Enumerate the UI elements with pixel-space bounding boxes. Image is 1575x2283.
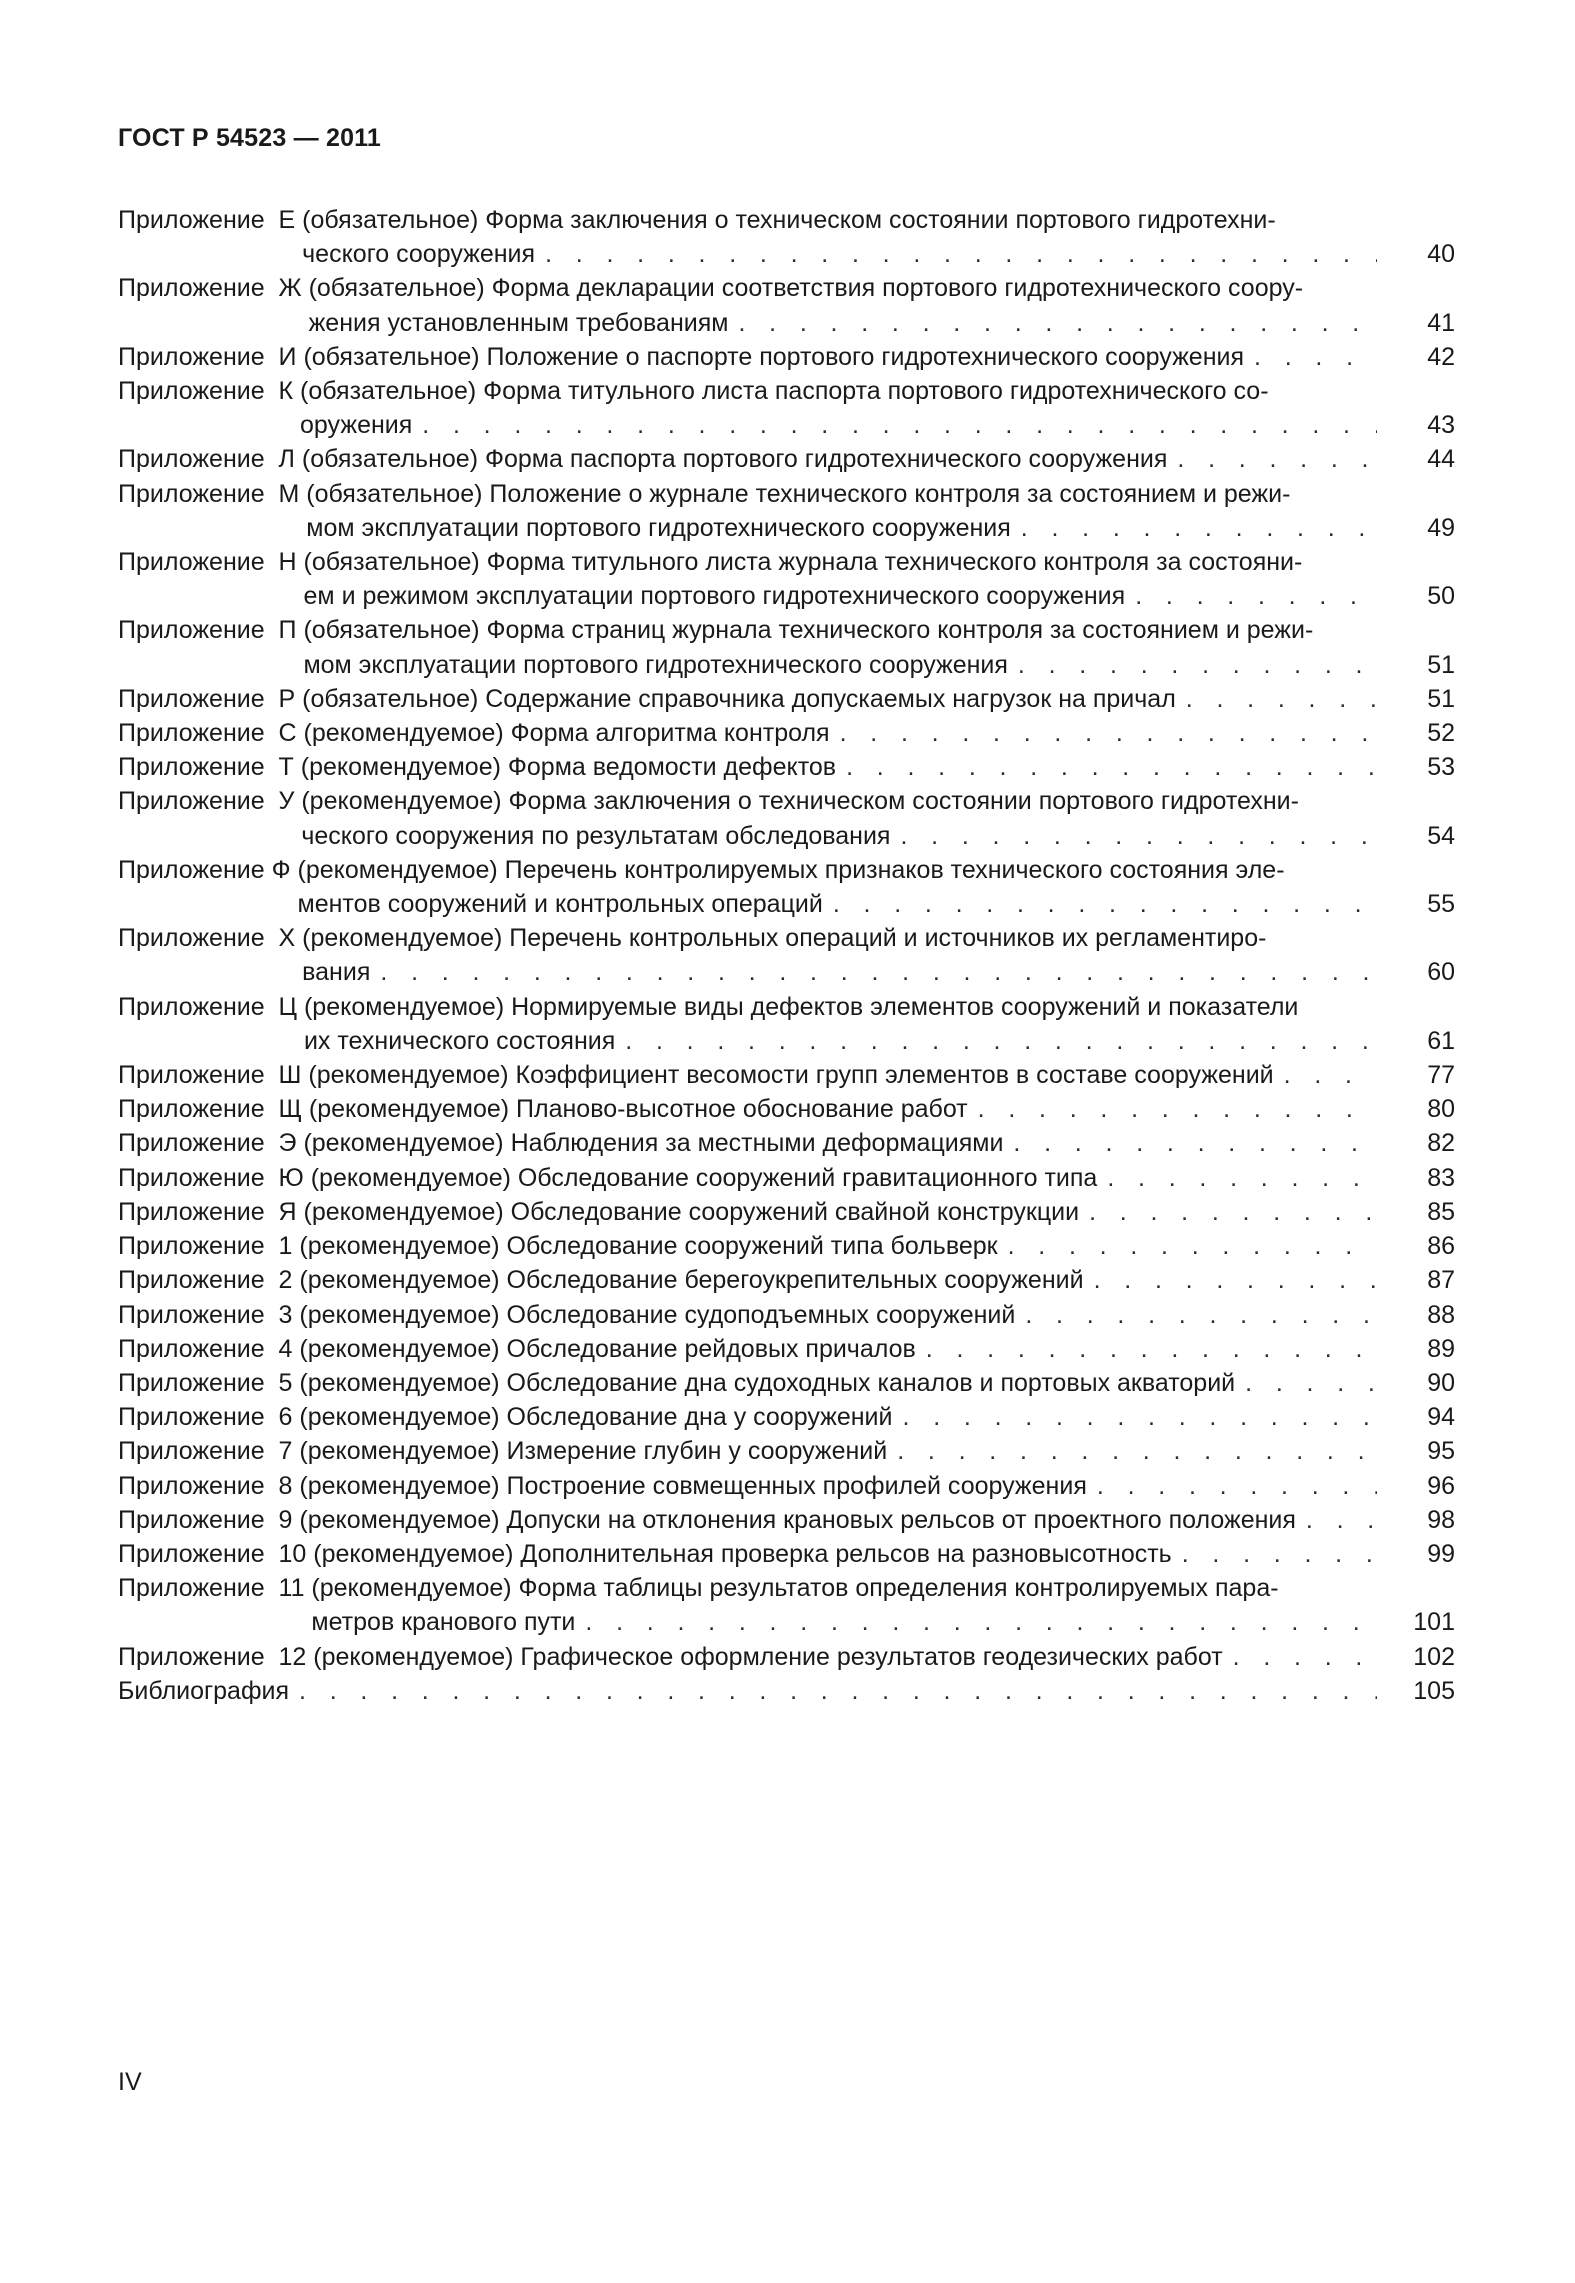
toc-entry-line [298,853,1455,887]
toc-entry-line [298,887,1455,921]
toc-entry-title: (обязательное) Содержание справочника допускаемых нагрузок на причал [302,684,1176,713]
toc-entry-title: жения установленным требованиям [308,308,729,337]
dot-leader [1176,682,1377,716]
toc-entry-page: 102 [1413,1642,1455,1671]
toc-entry-prefix: Приложение 6 [118,1403,300,1432]
toc-entry-line [302,955,1455,989]
toc-entry-title: (рекомендуемое) Обследование дна у сооружений [299,1403,893,1432]
toc-entry-prefix: Приложение 3 [118,1300,300,1329]
dot-leader [1003,1126,1377,1160]
toc-entry [118,853,1455,921]
toc-entry-title: метров кранового пути [311,1608,576,1637]
toc-entry-line [299,1229,1455,1263]
toc-entry-prefix: Приложение Э [118,1129,304,1158]
toc-entry-page: 41 [1427,308,1455,337]
toc-entry-title: (рекомендуемое) Форма таблицы результатов определения контролируемых пара- [311,1574,1279,1603]
toc-entry-line [301,750,1455,784]
dot-leader [887,1434,1377,1468]
toc-entry [118,545,1455,613]
toc-entry-prefix: Приложение 2 [118,1266,300,1295]
toc-entry-title: ческого сооружения [302,240,536,269]
toc-entry-prefix: Приложение 11 [118,1574,312,1603]
toc-entry-body [308,1058,1455,1092]
toc-entry [118,1298,1455,1332]
toc-entry-prefix: Приложение 5 [118,1368,300,1397]
dot-leader [535,237,1377,271]
dot-leader [1125,579,1377,613]
toc-entry [118,1229,1455,1263]
toc-entry-title: (рекомендуемое) Обследование берегоукрепительных сооружений [299,1266,1084,1295]
table-of-contents [118,203,1455,1708]
toc-entry-prefix: Приложение Ш [118,1061,309,1090]
toc-entry-line [118,1674,1455,1708]
dot-leader [1244,340,1377,374]
toc-entry-line [313,1537,1455,1571]
toc-entry-title: (рекомендуемое) Форма алгоритма контроля [303,719,830,748]
toc-entry-prefix: Приложение М [118,479,307,508]
toc-entry-body [309,1092,1455,1126]
toc-entry-body [301,784,1455,852]
toc-entry-line [308,1058,1455,1092]
toc-entry-title: (обязательное) Форма паспорта портового гидротехнического сооружения [301,445,1168,474]
dot-leader [1172,1537,1377,1571]
toc-entry-line [299,1434,1455,1468]
toc-entry-page: 96 [1427,1471,1455,1500]
toc-entry-body [303,613,1455,681]
dot-leader [1008,648,1377,682]
toc-entry-body [311,1571,1455,1639]
toc-entry-line [304,716,1455,750]
toc-entry-title: ем и режимом эксплуатации портового гидротехнического сооружения [303,582,1126,611]
toc-entry-body [299,1298,1455,1332]
toc-entry-page: 42 [1427,342,1455,371]
toc-entry-line [299,1469,1455,1503]
toc-entry-body [303,340,1455,374]
toc-entry-line [299,1263,1455,1297]
toc-entry-line [309,1092,1455,1126]
toc-entry-prefix: Приложение Ц [118,992,304,1021]
toc-entry-line [300,408,1455,442]
toc-entry-line [304,545,1455,579]
toc-entry [118,1571,1455,1639]
toc-entry-page: 55 [1427,890,1455,919]
toc-entry [118,1161,1455,1195]
dot-leader [370,955,1377,989]
toc-entry-body [299,1434,1455,1468]
toc-entry-prefix: Приложение Ф [118,855,298,884]
toc-entry-body [299,1332,1455,1366]
toc-entry-title: ческого сооружения по результатам обследования [301,821,891,850]
toc-entry-body [299,1400,1455,1434]
toc-entry-title: (рекомендуемое) Перечень контролируемых признаков технического состояния эле- [297,855,1285,884]
toc-entry-line [302,921,1455,955]
toc-entry-title: (обязательное) Форма титульного листа паспорта портового гидротехнического со- [300,377,1269,406]
toc-entry-title: (рекомендуемое) Обследование дна судоходных каналов и портовых акваторий [299,1368,1236,1397]
toc-entry-title: (рекомендуемое) Коэффициент весомости групп элементов в составе сооружений [308,1061,1274,1090]
toc-entry-line [311,1605,1455,1639]
dot-leader [916,1332,1377,1366]
toc-entry-line [304,990,1455,1024]
toc-entry-page: 99 [1427,1539,1455,1568]
toc-entry-body [306,477,1455,545]
toc-entry-line [300,374,1455,408]
toc-entry [118,1469,1455,1503]
toc-entry-page: 82 [1427,1129,1455,1158]
toc-entry-page: 44 [1427,445,1455,474]
toc-entry-page: 53 [1427,753,1455,782]
toc-entry-title: (рекомендуемое) Перечень контрольных операций и источников их регламентиро- [302,924,1267,953]
toc-entry-title: (рекомендуемое) Обследование рейдовых причалов [299,1334,916,1363]
toc-entry-line [302,682,1455,716]
toc-entry-title: (рекомендуемое) Обследование сооружений гравитационного типа [310,1163,1098,1192]
toc-entry [118,374,1455,442]
toc-entry-body [118,1674,1455,1708]
dot-leader [1167,442,1377,476]
toc-entry [118,990,1455,1058]
toc-entry-body [299,1229,1455,1263]
toc-entry-body [304,1195,1455,1229]
toc-entry-line [306,511,1455,545]
dot-leader [1015,1298,1377,1332]
toc-entry-body [313,1640,1455,1674]
dot-leader [1084,1263,1377,1297]
toc-entry-title: мом эксплуатации портового гидротехнического сооружения [303,650,1008,679]
toc-entry-prefix: Приложение Л [118,445,302,474]
toc-entry-title: оружения [300,411,413,440]
toc-entry-title: Библиография [118,1676,290,1705]
toc-entry-page: 86 [1427,1232,1455,1261]
toc-entry-title: вания [302,958,371,987]
toc-entry-line [302,203,1455,237]
toc-entry [118,1640,1455,1674]
dot-leader [968,1092,1377,1126]
toc-entry-page: 101 [1413,1608,1455,1637]
toc-entry-line [299,1503,1455,1537]
toc-entry-title: (рекомендуемое) Дополнительная проверка рельсов на разновысотность [313,1539,1172,1568]
toc-entry-title: (рекомендуемое) Обследование сооружений свайной конструкции [303,1197,1080,1226]
toc-entry-title: (рекомендуемое) Допуски на отклонения крановых рельсов от проектного положения [299,1505,1296,1534]
toc-entry [118,1263,1455,1297]
page-number: IV [118,2068,142,2096]
dot-leader [289,1674,1377,1708]
toc-entry-page: 89 [1427,1334,1455,1363]
dot-leader [575,1605,1377,1639]
toc-entry-line [309,271,1455,305]
toc-entry-body [299,1263,1455,1297]
toc-entry-title: (обязательное) Форма декларации соответствия портового гидротехнического соору- [308,274,1304,303]
toc-entry-page: 105 [1413,1676,1455,1705]
toc-entry-line [303,340,1455,374]
toc-entry [118,1195,1455,1229]
toc-entry-prefix: Приложение Ю [118,1163,311,1192]
toc-entry-prefix: Приложение П [118,616,304,645]
toc-entry-line [311,1161,1455,1195]
dot-leader [412,408,1377,442]
toc-entry-prefix: Приложение Я [118,1197,304,1226]
toc-entry-title: (рекомендуемое) Обследование судоподъемных сооружений [299,1300,1016,1329]
toc-entry [118,1092,1455,1126]
toc-entry-line [302,442,1455,476]
dot-leader [1087,1469,1377,1503]
toc-entry-title: (рекомендуемое) Графическое оформление результатов геодезических работ [313,1642,1223,1671]
toc-entry [118,203,1455,271]
toc-entry-page: 51 [1427,650,1455,679]
toc-entry-line [303,1126,1455,1160]
toc-entry-line [313,1640,1455,1674]
toc-entry-title: (обязательное) Форма заключения о техническом состоянии портового гидротехни- [302,206,1276,234]
toc-entry-title: (рекомендуемое) Форма заключения о техническом состоянии портового гидротехни- [301,787,1299,816]
dot-leader [830,716,1377,750]
toc-entry-page: 80 [1427,1095,1455,1124]
toc-entry-prefix: Приложение И [118,342,304,371]
toc-entry-prefix: Приложение С [118,719,304,748]
toc-entry-page: 87 [1427,1266,1455,1295]
toc-entry-prefix: Приложение Х [118,924,303,953]
dot-leader [1274,1058,1377,1092]
toc-entry [118,477,1455,545]
toc-entry-title: мом эксплуатации портового гидротехнического сооружения [306,513,1011,542]
toc-entry-prefix: Приложение Н [118,548,304,577]
toc-entry [118,1058,1455,1092]
toc-entry-line [304,1024,1455,1058]
toc-entry-page: 98 [1427,1505,1455,1534]
dot-leader [615,1024,1377,1058]
toc-entry-prefix: Приложение 9 [118,1505,300,1534]
dot-leader [1079,1195,1377,1229]
toc-entry-page: 95 [1427,1437,1455,1466]
dot-leader [1223,1640,1377,1674]
toc-entry-title: (рекомендуемое) Обследование сооружений типа больверк [299,1232,998,1261]
toc-entry-page: 40 [1427,240,1455,269]
toc-entry-body [313,1537,1455,1571]
dot-leader [1235,1366,1377,1400]
toc-entry-title: ментов сооружений и контрольных операций [297,890,823,919]
dot-leader [893,1400,1378,1434]
toc-entry-title: (рекомендуемое) Измерение глубин у сооружений [299,1437,888,1466]
toc-entry [118,716,1455,750]
toc-entry-title: (рекомендуемое) Форма ведомости дефектов [300,753,837,782]
toc-entry-line [303,648,1455,682]
toc-entry-title: (рекомендуемое) Построение совмещенных профилей сооружения [299,1471,1087,1500]
toc-entry-prefix: Приложение Р [118,684,303,713]
toc-entry-body [299,1469,1455,1503]
toc-entry-body [298,853,1455,921]
toc-entry [118,1126,1455,1160]
toc-entry-line [303,613,1455,647]
toc-entry-body [304,716,1455,750]
toc-entry [118,1503,1455,1537]
dot-leader [998,1229,1377,1263]
toc-entry-title: (рекомендуемое) Нормируемые виды дефектов элементов сооружений и показатели [303,992,1299,1021]
toc-entry-line [311,1571,1455,1605]
toc-entry-title: (рекомендуемое) Наблюдения за местными деформациями [303,1129,1004,1158]
toc-entry-prefix: Приложение Е [118,206,303,234]
toc-entry-line [302,237,1455,271]
toc-entry-title: (обязательное) Положение о паспорте портового гидротехнического сооружения [303,342,1245,371]
toc-entry-line [299,1332,1455,1366]
dot-leader [1011,511,1377,545]
toc-entry [118,271,1455,339]
toc-entry-body [301,750,1455,784]
dot-leader [890,819,1377,853]
toc-entry [118,750,1455,784]
toc-entry [118,340,1455,374]
toc-entry-prefix: Приложение 4 [118,1334,300,1363]
toc-entry-line [309,306,1455,340]
toc-entry-prefix: Приложение 1 [118,1232,300,1261]
toc-entry-body [302,682,1455,716]
toc-entry [118,613,1455,681]
toc-entry-line [304,1195,1455,1229]
toc-entry-line [306,477,1455,511]
toc-entry-line [299,1366,1455,1400]
toc-entry-page: 83 [1427,1163,1455,1192]
toc-entry-prefix: Приложение Ж [118,274,309,303]
toc-entry-body [302,921,1455,989]
toc-entry-prefix: Приложение К [118,377,301,406]
toc-entry-prefix: Приложение 12 [118,1642,314,1671]
dot-leader [728,306,1377,340]
document-header: ГОСТ Р 54523 — 2011 [118,124,382,152]
dot-leader [1296,1503,1377,1537]
toc-entry-body [303,1126,1455,1160]
toc-entry-page: 50 [1427,582,1455,611]
toc-entry-page: 60 [1427,958,1455,987]
toc-entry-title: (обязательное) Форма страниц журнала технического контроля за состоянием и режи- [303,616,1314,645]
toc-entry-line [304,579,1455,613]
toc-entry-page: 88 [1427,1300,1455,1329]
toc-entry-prefix: Приложение У [118,787,302,816]
toc-entry-body [299,1366,1455,1400]
toc-entry [118,1366,1455,1400]
toc-entry-page: 94 [1427,1403,1455,1432]
toc-entry-line [301,784,1455,818]
toc-entry-prefix: Приложение Т [118,753,301,782]
toc-entry-page: 85 [1427,1197,1455,1226]
toc-entry [118,1332,1455,1366]
toc-entry [118,682,1455,716]
toc-entry-body [302,203,1455,271]
toc-entry-line [301,819,1455,853]
toc-entry-page: 51 [1427,684,1455,713]
toc-entry-prefix: Приложение 10 [118,1539,314,1568]
toc-entry [118,442,1455,476]
toc-entry [118,1434,1455,1468]
toc-entry [118,1400,1455,1434]
toc-entry-page: 77 [1427,1061,1455,1090]
toc-entry [118,784,1455,852]
toc-entry-body [304,990,1455,1058]
dot-leader [823,887,1377,921]
toc-entry [118,1674,1455,1708]
toc-entry-prefix: Приложение 8 [118,1471,300,1500]
toc-entry-body [304,545,1455,613]
toc-entry-title: (рекомендуемое) Планово-высотное обоснование работ [308,1095,968,1124]
toc-entry-body [302,442,1455,476]
toc-entry-title: (обязательное) Положение о журнале технического контроля за состоянием и режи- [306,479,1291,508]
toc-entry-page: 49 [1427,513,1455,542]
toc-entry-body [299,1503,1455,1537]
toc-entry-page: 52 [1427,719,1455,748]
dot-leader [836,750,1377,784]
toc-entry-title: (обязательное) Форма титульного листа журнала технического контроля за состояни- [303,548,1303,577]
toc-entry-body [309,271,1455,339]
toc-entry-page: 61 [1427,1026,1455,1055]
toc-entry-title: их технического состояния [303,1026,616,1055]
toc-entry-line [299,1298,1455,1332]
toc-entry-page: 54 [1427,821,1455,850]
toc-entry-body [300,374,1455,442]
toc-entry-body [311,1161,1455,1195]
toc-entry-prefix: Приложение Щ [118,1095,309,1124]
toc-entry [118,1537,1455,1571]
toc-entry [118,921,1455,989]
toc-entry-prefix: Приложение 7 [118,1437,300,1466]
toc-entry-line [299,1400,1455,1434]
toc-entry-page: 90 [1427,1368,1455,1397]
dot-leader [1097,1161,1377,1195]
toc-entry-page: 43 [1427,411,1455,440]
